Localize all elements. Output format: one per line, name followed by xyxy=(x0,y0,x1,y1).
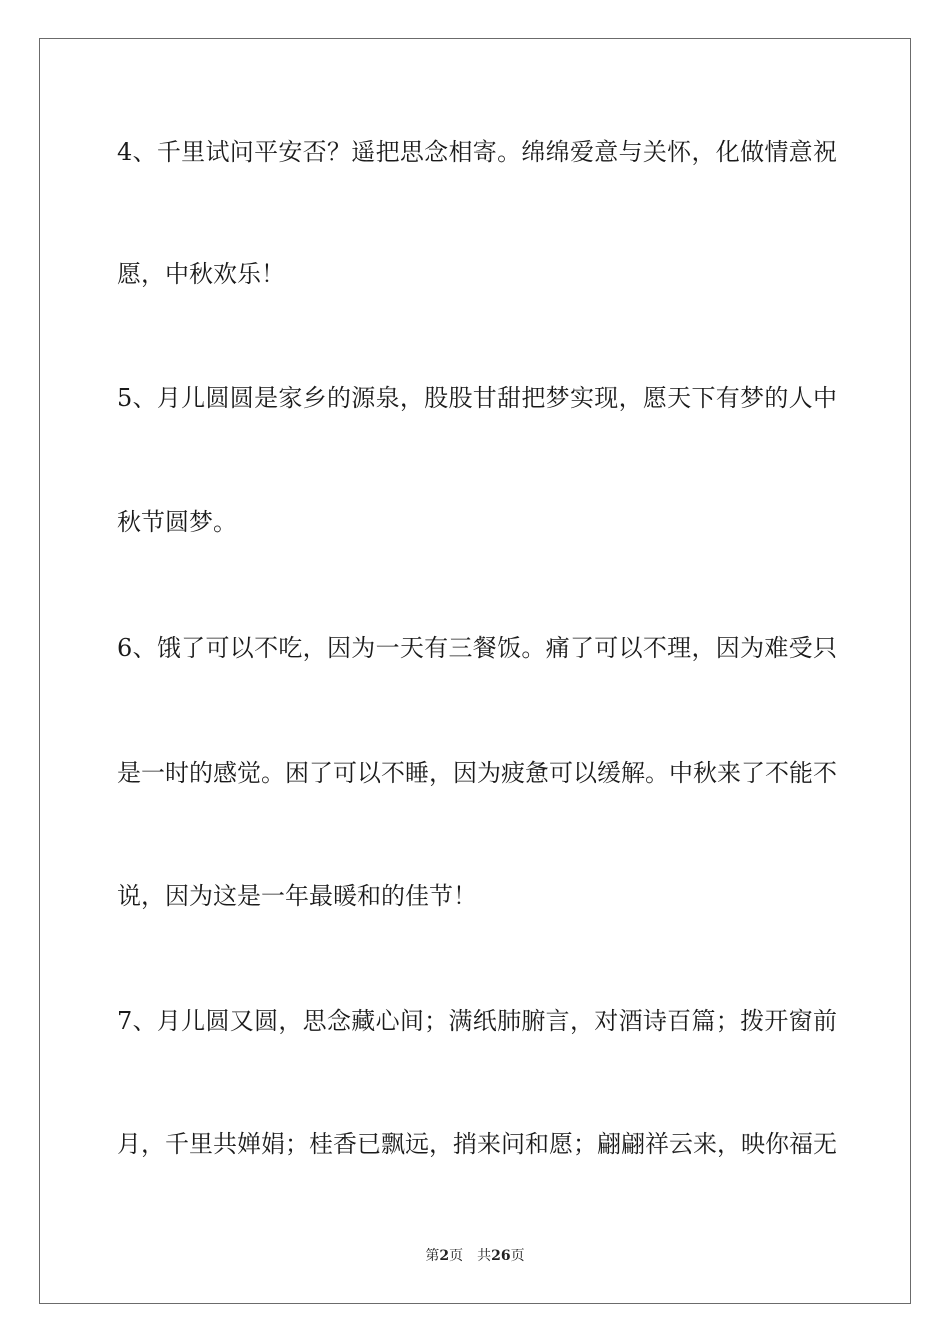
total-suffix: 页 xyxy=(510,1248,525,1264)
text-line-8: 7、月儿圆又圆，思念藏心间；满纸肺腑言，对酒诗百篇；拨开窗前 xyxy=(117,1007,837,1035)
page-footer xyxy=(0,1246,950,1266)
text-line-3: 5、月儿圆圆是家乡的源泉，股股甘甜把梦实现，愿天下有梦的人中 xyxy=(117,384,837,412)
text-line-5: 6、饿了可以不吃，因为一天有三餐饭。痛了可以不理，因为难受只 xyxy=(117,634,837,662)
text-line-1: 4、千里试问平安否？遥把思念相寄。绵绵爱意与关怀，化做情意祝 xyxy=(117,138,837,166)
page-suffix: 页 xyxy=(449,1248,464,1264)
page-current: 2 xyxy=(439,1248,450,1264)
text-line-4: 秋节圆梦。 xyxy=(117,508,237,536)
page-border xyxy=(39,38,911,1304)
text-line-9: 月，千里共婵娟；桂香已飘远，捎来问和愿；翩翩祥云来，映你福无 xyxy=(117,1130,837,1158)
page-total: 26 xyxy=(491,1248,511,1264)
text-line-7: 说，因为这是一年最暖和的佳节！ xyxy=(117,882,477,910)
text-line-2: 愿，中秋欢乐！ xyxy=(117,260,285,288)
page-prefix: 第 xyxy=(425,1248,440,1264)
text-line-6: 是一时的感觉。困了可以不睡，因为疲惫可以缓解。中秋来了不能不 xyxy=(117,759,837,787)
total-prefix: 共 xyxy=(477,1248,492,1264)
